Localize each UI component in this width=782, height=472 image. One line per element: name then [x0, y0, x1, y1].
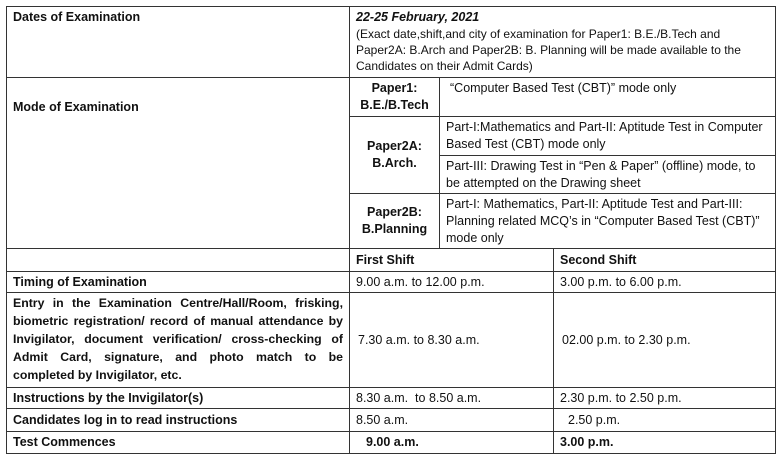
row-instructions-label: Instructions by the Invigilator(s): [6, 387, 350, 409]
row-instructions-first: 8.30 a.m. to 8.50 a.m.: [349, 387, 554, 409]
paper2b-part: Part-I: Mathematics, Part-II: Aptitude Test and Part-III: Planning related MCQ’s in “Computer Based Test (CBT)” mode only: [439, 193, 776, 249]
row-commence-second: 3.00 p.m.: [553, 431, 776, 454]
row-login-label: Candidates log in to read instructions: [6, 408, 350, 432]
row-login-first: 8.50 a.m.: [349, 408, 554, 432]
row-entry-second: 02.00 p.m. to 2.30 p.m.: [553, 292, 776, 388]
first-shift-header: First Shift: [349, 248, 554, 272]
row-instructions-second: 2.30 p.m. to 2.50 p.m.: [553, 387, 776, 409]
paper2a-name: Paper2A: B.Arch.: [349, 116, 440, 194]
paper2b-name: Paper2B: B.Planning: [349, 193, 440, 249]
header-blank: [6, 248, 350, 272]
second-shift-header: Second Shift: [553, 248, 776, 272]
row-entry-first: 7.30 a.m. to 8.30 a.m.: [349, 292, 554, 388]
row-timing-second: 3.00 p.m. to 6.00 p.m.: [553, 271, 776, 293]
dates-label: Dates of Examination: [6, 6, 350, 78]
row-timing-first: 9.00 a.m. to 12.00 p.m.: [349, 271, 554, 293]
paper2a-part2: Part-III: Drawing Test in “Pen & Paper” (offline) mode, to be attempted on the Drawing sheet: [439, 155, 776, 194]
mode-label: Mode of Examination: [6, 77, 350, 249]
paper2a-part1: Part-I:Mathematics and Part-II: Aptitude Test in Computer Based Test (CBT) mode only: [439, 116, 776, 156]
dates-note: (Exact date,shift,and city of examination for Paper1: B.E./B.Tech and Paper2A: B.Arch and Paper2B: B. Planning will be made available to the Candidates on their Admit Cards): [356, 27, 741, 73]
row-commence-first: 9.00 a.m.: [349, 431, 554, 454]
paper1-part: “Computer Based Test (CBT)” mode only: [439, 77, 776, 117]
dates-value-cell: [349, 6, 776, 78]
row-timing-label: Timing of Examination: [6, 271, 350, 293]
paper1-name: Paper1: B.E./B.Tech: [349, 77, 440, 117]
row-entry-label: Entry in the Examination Centre/Hall/Room, frisking, biometric registration/ record of manual attendance by Invigilator, document verification/ cross-checking of Admit Card, signature, and photo match to be completed by Invigilator, etc.: [6, 292, 350, 388]
row-login-second: 2.50 p.m.: [553, 408, 776, 432]
dates-value: 22-25 February, 2021: [356, 10, 480, 24]
row-commence-label: Test Commences: [6, 431, 350, 454]
